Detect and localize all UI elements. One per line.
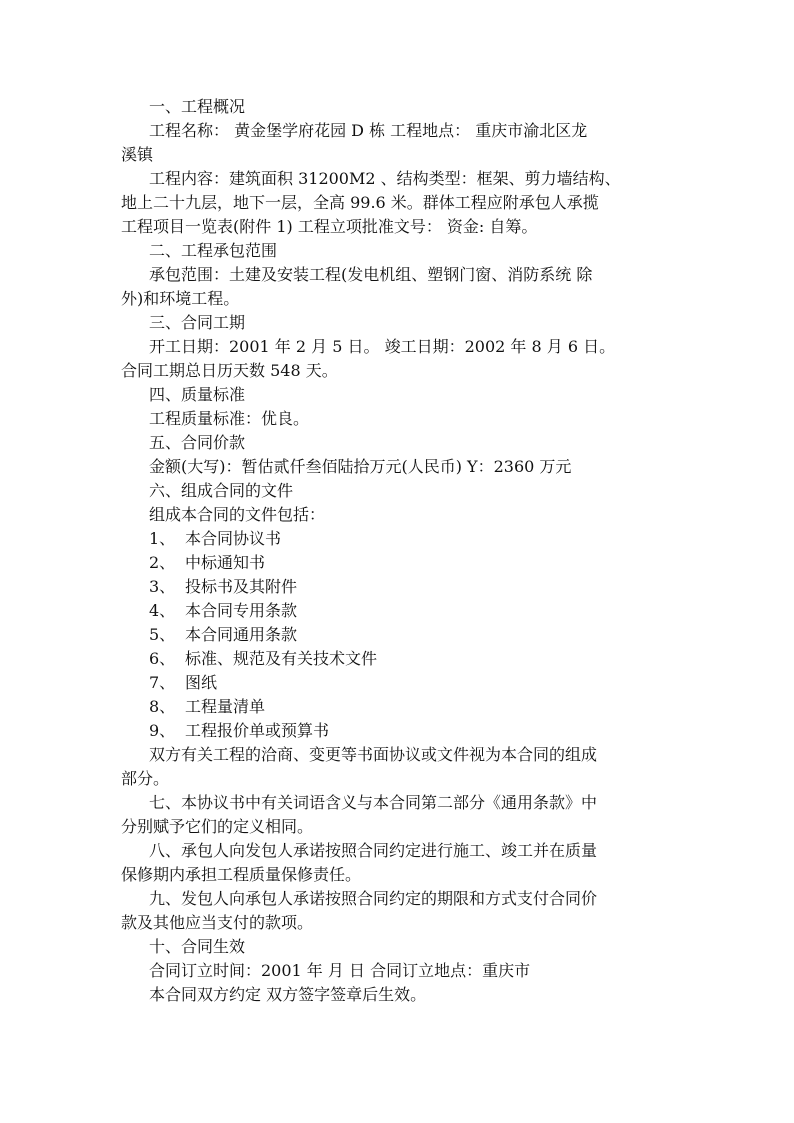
quality-line: 工程质量标准：优良。	[149, 409, 310, 428]
heading-documents: 六、组成合同的文件	[149, 481, 294, 500]
project-content-continued: 地上二十九层，地下一层，全高 99.6 米。群体工程应附承包人承揽	[121, 193, 599, 212]
clause-eight-continued: 保修期内承担工程质量保修责任。	[121, 865, 362, 884]
list-item	[121, 623, 681, 647]
list-item-text: 工程报价单或预算书	[185, 721, 330, 740]
list-item-number: 2、	[149, 553, 176, 572]
list-item-text: 标准、规范及有关技术文件	[185, 649, 378, 668]
documents-intro: 组成本合同的文件包括：	[149, 505, 326, 524]
signing-time-place-line: 合同订立时间：2001 年 月 日 合同订立地点：重庆市	[149, 961, 531, 980]
list-item	[121, 647, 681, 671]
list-item-number: 8、	[149, 697, 176, 716]
contract-page	[121, 95, 681, 1007]
list-item	[121, 575, 681, 599]
clause-eight-line: 八、承包人向发包人承诺按照合同约定进行施工、竣工并在质量	[149, 841, 598, 860]
list-item-number: 5、	[149, 625, 176, 644]
effectiveness-line: 本合同双方约定 双方签字签章后生效。	[149, 985, 427, 1004]
amendments-continued: 部分。	[121, 769, 170, 788]
project-location-continued: 溪镇	[121, 145, 154, 164]
list-item-text: 图纸	[185, 673, 218, 692]
list-item-number: 7、	[149, 673, 176, 692]
list-item-text: 投标书及其附件	[185, 577, 298, 596]
list-item-text: 本合同专用条款	[185, 601, 298, 620]
heading-quality: 四、质量标准	[149, 385, 246, 404]
scope-continued: 外)和环境工程。	[121, 289, 240, 308]
list-item	[121, 695, 681, 719]
project-content-line: 工程内容：建筑面积 31200M2 、结构类型：框架、剪力墙结构、	[149, 169, 621, 188]
heading-contract-period: 三、合同工期	[149, 313, 246, 332]
list-item-number: 9、	[149, 721, 176, 740]
list-item	[121, 671, 681, 695]
project-name-line: 工程名称： 黄金堡学府花园 D 栋 工程地点： 重庆市渝北区龙	[149, 121, 588, 140]
heading-scope: 二、工程承包范围	[149, 241, 278, 260]
list-item-text: 本合同协议书	[185, 529, 282, 548]
clause-nine-continued: 款及其他应当支付的款项。	[121, 913, 314, 932]
dates-line: 开工日期：2001 年 2 月 5 日。 竣工日期：2002 年 8 月 6 日。	[149, 337, 616, 356]
list-item-number: 4、	[149, 601, 176, 620]
project-content-continued-2: 工程项目一览表(附件 1) 工程立项批准文号： 资金: 自筹。	[121, 217, 538, 236]
list-item	[121, 599, 681, 623]
clause-seven-line: 七、本协议书中有关词语含义与本合同第二部分《通用条款》中	[149, 793, 598, 812]
heading-project-overview: 一、工程概况	[149, 97, 246, 116]
list-item	[121, 551, 681, 575]
heading-effectiveness: 十、合同生效	[149, 937, 246, 956]
list-item-text: 本合同通用条款	[185, 625, 298, 644]
list-item-text: 工程量清单	[185, 697, 266, 716]
clause-nine-line: 九、发包人向承包人承诺按照合同约定的期限和方式支付合同价	[149, 889, 598, 908]
total-days-line: 合同工期总日历天数 548 天。	[121, 361, 338, 380]
list-item-number: 3、	[149, 577, 176, 596]
list-item-text: 中标通知书	[185, 553, 266, 572]
clause-seven-continued: 分别赋予它们的定义相同。	[121, 817, 314, 836]
list-item-number: 6、	[149, 649, 176, 668]
list-item	[121, 719, 681, 743]
list-item-number: 1、	[149, 529, 176, 548]
list-item	[121, 527, 681, 551]
scope-line: 承包范围：土建及安装工程(发电机组、塑钢门窗、消防系统 除	[149, 265, 593, 284]
heading-price: 五、合同价款	[149, 433, 246, 452]
price-line: 金额(大写)：暂估贰仟叁佰陆拾万元(人民币) Y：2360 万元	[149, 457, 572, 476]
amendments-line: 双方有关工程的洽商、变更等书面协议或文件视为本合同的组成	[149, 745, 598, 764]
